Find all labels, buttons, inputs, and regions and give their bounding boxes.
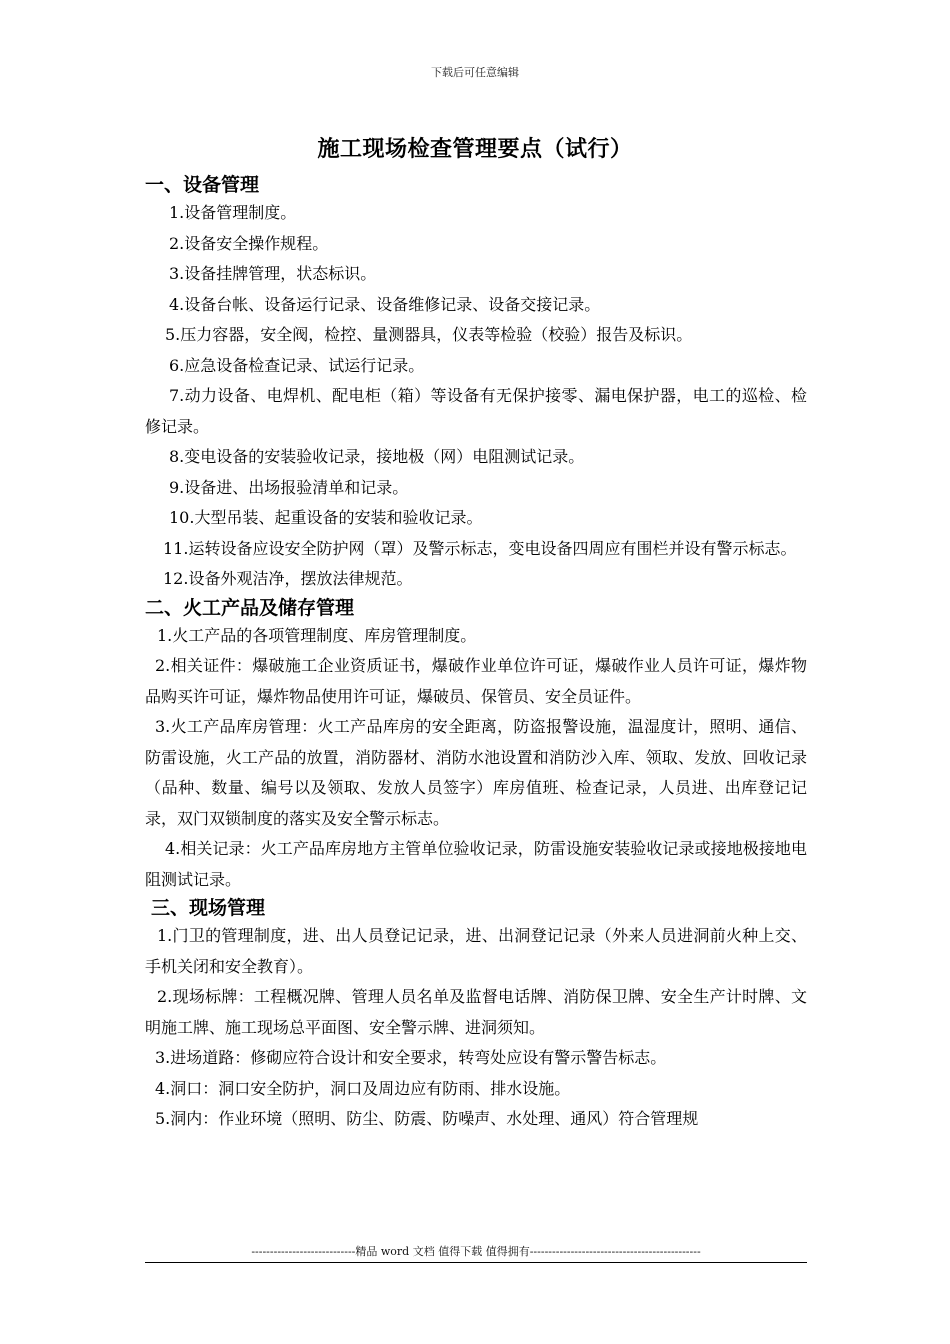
list-item: 12.设备外观洁净，摆放法律规范。: [163, 569, 413, 588]
list-item: 1.设备管理制度。: [169, 203, 297, 222]
list-item: 2.设备安全操作规程。: [169, 233, 329, 253]
header-note: 下载后可任意编辑: [431, 66, 519, 79]
section-explosives: [145, 595, 807, 896]
section-heading: 三、现场管理: [151, 897, 266, 919]
list-item: 5.洞内：作业环境（照明、防尘、防震、防噪声、水处理、通风）符合管理规: [155, 1109, 699, 1128]
document-title: 施工现场检查管理要点（试行）: [317, 136, 633, 162]
list-item: 9.设备进、出场报验清单和记录。: [169, 477, 409, 497]
list-item: 2.相关证件：爆破施工企业资质证书，爆破作业单位许可证，爆破作业人员许可证，爆炸物品购买许可证，爆炸物品使用许可证，爆破员、保管员、安全员证件。: [145, 656, 807, 706]
list-item: 3.火工产品库房管理：火工产品库房的安全距离，防盗报警设施，温湿度计，照明、通信、防雷设施，火工产品的放置，消防器材、消防水池设置和消防沙入库、领取、发放、回收记录（品种、数量、编号以及领取、发放人员签字）库房值班、检查记录，人员进、出库登记记录，双门双锁制度的落实及安全警示标志。: [145, 717, 807, 828]
list-item: 1.门卫的管理制度，进、出人员登记记录，进、出洞登记记录（外来人员进洞前火种上交、手机关闭和安全教育）。: [145, 926, 807, 976]
list-item: 10.大型吊装、起重设备的安装和验收记录。: [169, 508, 483, 527]
section-equipment: [145, 172, 807, 595]
list-item: 6.应急设备检查记录、试运行记录。: [169, 355, 425, 375]
footer-note: ----------------------------精品 word 文档 值得下载 值得拥有----------------------------------------------: [251, 1245, 701, 1258]
section-heading: 二、火工产品及储存管理: [145, 596, 355, 619]
list-item: 8.变电设备的安装验收记录，接地极（网）电阻测试记录。: [169, 447, 585, 466]
document-body: [145, 172, 807, 1135]
list-item: 4.洞口：洞口安全防护，洞口及周边应有防雨、排水设施。: [155, 1078, 571, 1098]
list-item: 5.压力容器，安全阀，检控、量测器具，仪表等检验（校验）报告及标识。: [165, 325, 693, 344]
list-item: 11.运转设备应设安全防护网（罩）及警示标志，变电设备四周应有围栏并设有警示标志。: [163, 538, 797, 558]
section-site: [145, 895, 807, 1135]
footer-divider: [145, 1262, 807, 1263]
list-item: 4.相关记录：火工产品库房地方主管单位验收记录，防雷设施安装验收记录或接地极接地电阻测试记录。: [145, 839, 807, 889]
list-item: 1.火工产品的各项管理制度、库房管理制度。: [157, 625, 477, 645]
list-item: 3.进场道路：修砌应符合设计和安全要求，转弯处应设有警示警告标志。: [155, 1048, 667, 1067]
list-item: 3.设备挂牌管理，状态标识。: [169, 264, 377, 283]
list-item: 7.动力设备、电焊机、配电柜（箱）等设备有无保护接零、漏电保护器，电工的巡检、检修记录。: [145, 386, 807, 436]
section-heading: 一、设备管理: [145, 174, 260, 196]
list-item: 4.设备台帐、设备运行记录、设备维修记录、设备交接记录。: [169, 294, 601, 314]
list-item: 2.现场标牌：工程概况牌、管理人员名单及监督电话牌、消防保卫牌、安全生产计时牌、文明施工牌、施工现场总平面图、安全警示牌、进洞须知。: [145, 987, 807, 1037]
